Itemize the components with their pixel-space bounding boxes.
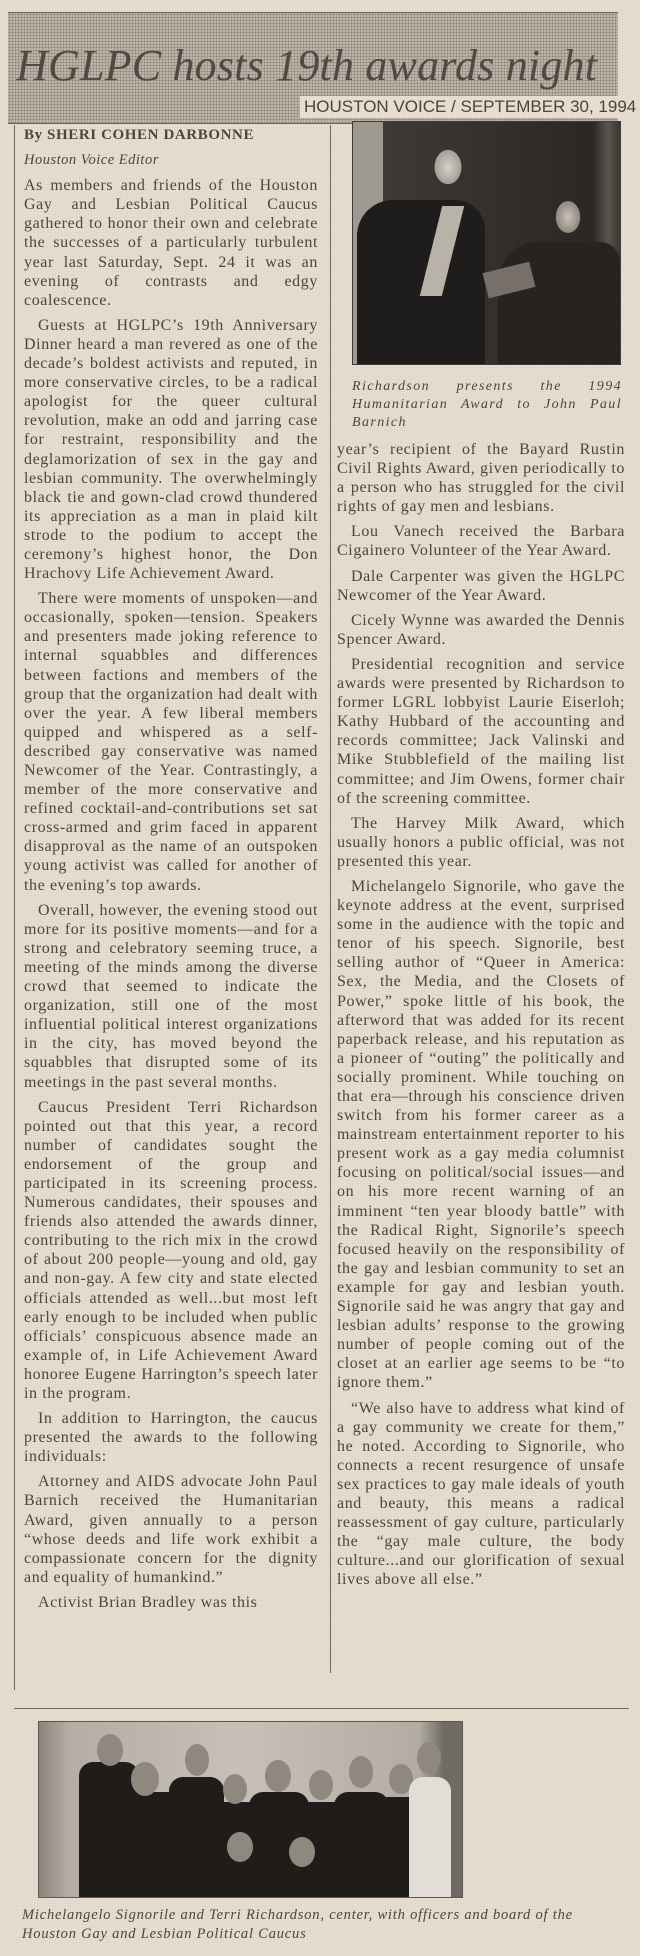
paragraph: Caucus President Terri Richardson pointed out that this year, a record number of candidates sought the endorsement of the group and participated in its screening process. Numerous candidates, their spouses and friends also attended the awards dinner, contributing to the rich mix in the crowd of about 200 people—young and old, gay and non-gay. A few city and state elected officials attended as well...but most left early enough to be included when public officials’ conspicuous absence made an example of, in Life Achievement Award honoree Eugene Harrington’s speech later in the program. xyxy=(24,1098,318,1402)
photo-face xyxy=(227,1832,253,1862)
photo-figure-presenter xyxy=(357,200,485,364)
column-rule xyxy=(330,125,331,1673)
photo-caption-top: Richardson presents the 1994 Humanitarian Award to John Paul Barnich xyxy=(352,379,622,430)
paragraph: Dale Carpenter was given the HGLPC Newcomer of the Year Award. xyxy=(337,567,625,604)
photo-face xyxy=(97,1734,123,1766)
photo-face xyxy=(349,1756,373,1788)
photo-caption-bottom: Michelangelo Signorile and Terri Richardson, center, with officers and board of the Houston Gay and Lesbian Political Caucus xyxy=(22,1907,573,1942)
photo-face xyxy=(131,1762,159,1796)
paragraph: year’s recipient of the Bayard Rustin Civil Rights Award, given periodically to a person who has struggled for the civil rights of gay men and lesbians. xyxy=(337,441,625,516)
paragraph: The Harvey Milk Award, which usually honors a public official, was not presented this year. xyxy=(337,814,625,870)
paragraph: “We also have to address what kind of a gay community we create for them,” he noted. According to Signorile, who connects a recent resurgence of unsafe sex practices to gay male ideals of youth and beauty, this means a radical reassessment of gay culture, particularly the “gay male culture, the body culture...and our glorification of sexual lives above all else.” xyxy=(337,1399,625,1589)
photo-figure-recipient xyxy=(498,242,620,364)
bottom-rule xyxy=(14,1708,629,1709)
article-column-right xyxy=(337,440,625,1595)
left-frame-rule xyxy=(14,125,15,1690)
paragraph: As members and friends of the Houston Gay and Lesbian Political Caucus gathered to honor their own and celebrate the successes of a particularly turbulent year last Saturday, Sept. 24 it was an evening of contrasts and edgy coalescence. xyxy=(24,177,318,309)
paragraph: Lou Vanech received the Barbara Cigainero Volunteer of the Year Award. xyxy=(337,523,625,560)
photo-face xyxy=(265,1760,291,1792)
headline: HGLPC hosts 19th awards night xyxy=(16,41,598,90)
photo-face xyxy=(309,1770,333,1800)
paragraph: Presidential recognition and service awards were presented by Richardson to former LGRL lobbyist Laurie Eiserloh; Kathy Hubbard of the accounting and records committee; Jack Valinski and Mike Stubblefield of the mailing list committee; and Jim Owens, former chair of the screening committee. xyxy=(337,655,625,807)
award-presentation-photo xyxy=(352,121,621,365)
byline-title: Houston Voice Editor xyxy=(24,152,159,169)
paragraph: Guests at HGLPC’s 19th Anniversary Dinner heard a man revered as one of the decade’s boldest activists and reputed, in more conservative circles, to be a radical apologist for the queer cultural revolution, make an odd and jarring case for restraint, responsibility and the deglamorization of sex in the gay and lesbian community. The overwhelmingly black tie and gown-clad crowd thundered its appreciation as a man in plaid kilt strode to the podium to accept the ceremony’s highest honor, the Don Hrachovy Life Achievement Award. xyxy=(24,316,318,583)
paragraph: Michelangelo Signorile, who gave the keynote address at the event, surprised some in the audience with the topic and tenor of his speech. Signorile, best selling author of “Queer in America: Sex, the Media, and the Closets of Power,” spoke little of his book, the afterword that was added for its recent paperback release, and his reputation as a pioneer of “outing” the politically and socially prominent. While touching on that era—through his conscience driven switch from his former career as a mainstream entertainment reporter to his present work as a gay media columnist focusing on political/social issues—and on his more recent warning of an imminent “ten year bloody battle” with the Radical Right, Signorile’s speech focused heavily on the responsibility of the gay and lesbian community to set an example for gay and lesbian youth. Signorile said he was angry that gay and lesbian adults’ response to the growing number of people coming out of the closet at an earlier age seems to be “to ignore them.” xyxy=(337,877,625,1392)
dateline: HOUSTON VOICE / SEPTEMBER 30, 1994 xyxy=(300,96,620,118)
photo-person-white-jacket xyxy=(409,1777,451,1898)
photo-face xyxy=(185,1744,209,1776)
paragraph: Attorney and AIDS advocate John Paul Barnich received the Humanitarian Award, given annually to a person “whose deeds and life work exhibit a compassionate concern for the dignity and equality of humankind.” xyxy=(24,1473,318,1586)
article-column-left xyxy=(24,120,318,1618)
photo-face xyxy=(417,1742,441,1774)
photo-face xyxy=(223,1774,247,1804)
paragraph: Cicely Wynne was awarded the Dennis Spencer Award. xyxy=(337,611,625,648)
group-photo xyxy=(38,1721,463,1898)
byline-author: By SHERI COHEN DARBONNE xyxy=(24,127,255,143)
paragraph: In addition to Harrington, the caucus presented the awards to the following individuals: xyxy=(24,1410,318,1466)
paragraph: Overall, however, the evening stood out more for its positive moments—and for a strong and celebratory seeming truce, a meeting of the minds among the diverse crowd that seemed to indicate the organization, still one of the most influential political interest organizations in the city, has moved beyond the squabbles that disrupted some of its meetings in the past several months. xyxy=(24,901,318,1091)
photo-face xyxy=(289,1837,315,1867)
paragraph: Activist Brian Bradley was this xyxy=(38,1593,258,1611)
paragraph: There were moments of unspoken—and occasionally, spoken—tension. Speakers and presenters made joking reference to internal squabbles and differences between factions and members of the group that the organization had dealt with over the year. A few liberal members quipped and whispered as a self-described gay conservative was named Newcomer of the Year. Contrastingly, a member of the more conservative and refined cocktail-and-contributions set sat cross-armed and grim faced in apparent disapproval as the name of an outspoken young activist was called for another of the evening’s top awards. xyxy=(24,590,318,894)
